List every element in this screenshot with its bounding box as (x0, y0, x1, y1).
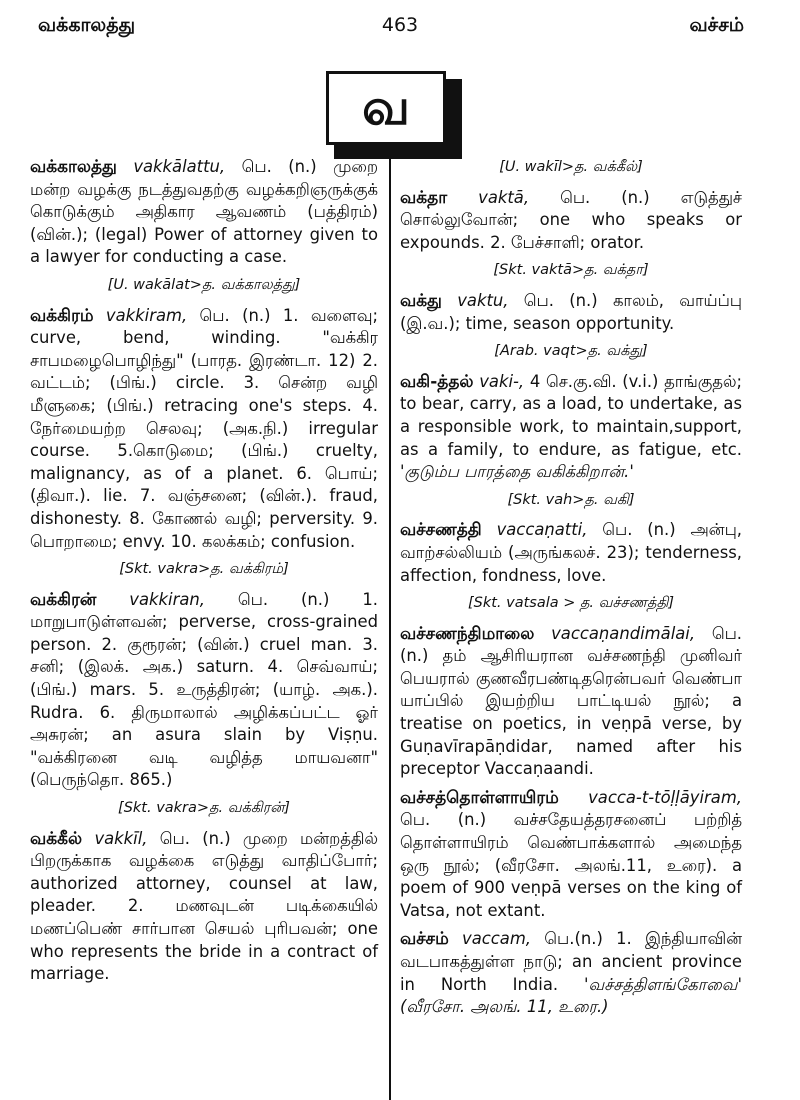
page-number: 463 (381, 14, 419, 36)
etymology: [Skt. vatsala > த. வச்சணத்தி] (467, 595, 675, 612)
transliteration: vacca-t-tōḷḷāyiram, (588, 787, 742, 807)
column-divider (389, 150, 391, 1100)
dictionary-entry (400, 928, 742, 1018)
transliteration: vaktā, (478, 187, 530, 207)
citation: (வீரசோ. அலங். 11, உரை.) (400, 997, 609, 1017)
headword: வக்காலத்து (30, 157, 117, 177)
transliteration: vaktu, (457, 290, 509, 310)
dictionary-entry (30, 305, 378, 554)
dictionary-entry (400, 519, 742, 587)
dictionary-entry (400, 371, 742, 484)
dictionary-entry (30, 828, 378, 986)
definition: பெ. (n.) காலம், வாய்ப்பு (இ.வ.); time, season opportunity. (400, 290, 742, 333)
dictionary-entry (30, 589, 378, 792)
definition: பெ. (n.) 1. மாறுபாடுள்ளவன்; perverse, cross-grained person. 2. குரூரன்; (வின்.) cruel man. 3. சனி; (இலக். அக.) saturn. 4. செவ்வாய்; (பிங்.) mars. 5. உருத்திரன்; (யாழ். அக.). Rudra. 6. திருமாலால் அழிக்கப்பட்ட ஓர் அசுரன்; an asura slain by Viṣṇu. (30, 589, 378, 745)
transliteration: vaki-, (479, 371, 525, 391)
transliteration: vakkiran, (129, 589, 205, 609)
quotation: 'குடும்ப பாரத்தை வகிக்கிறான்.' (400, 462, 634, 482)
transliteration: vakkālattu, (133, 157, 226, 176)
transliteration: vakkīl, (94, 828, 148, 848)
etymology: [Skt. vakra>த. வக்கிரன்] (118, 800, 290, 817)
dictionary-entry (400, 187, 742, 255)
right-column (400, 156, 742, 1023)
dictionary-entry (30, 156, 378, 269)
definition: பெ. (n.) தம் ஆசிரியரான வச்சணந்தி முனிவர் பெயரால் குணவீரபண்டிதரென்பவர் வெண்பா யாப்பில் இயற்றிய பாட்டியல் நூல்; a treatise on poetics, in veṇpā verse, by Guṇavīrapāṇdidar, named after his preceptor Vaccaṇaandi. (400, 623, 742, 779)
definition: பெ. (n.) முறை மன்ற வழக்கு நடத்துவதற்கு வழக்கறிஞருக்குக் கொடுக்கும் அதிகார ஆவணம் (பத்திரம்) (வின்.); (legal) Power of attorney given to a lawyer for conducting a case. (30, 157, 378, 267)
definition: பெ. (n.) அன்பு, வாற்சல்லியம் (அருங்கலச். 23); tenderness, affection, fondness, love. (400, 520, 742, 585)
etymology: [Skt. vaktā>த. வக்தா] (493, 262, 649, 279)
definition-continued: (பெருந்தொ. 865.) (30, 770, 173, 790)
dictionary-entry (400, 787, 742, 923)
definition: பெ. (n.) வச்சதேயத்தரசனைப் பற்றித் தொள்ளாயிரம் வெண்பாக்களால் அமைந்த ஒரு நூல்; (வீரசோ. அலங்.11, உரை). a poem of 900 veṇpā verses on the king of Vatsa, not extant. (400, 810, 742, 920)
etymology: [Skt. vah>த. வகி] (507, 491, 635, 508)
definition: 4 செ.கு.வி. (v.i.) தாங்குதல்; to bear, carry, as a load, to undertake, as a responsible work, to maintain,support, as a family, to endure, as fatigue, etc. (400, 371, 742, 459)
etymology: [Skt. vakra>த. வக்கிரம்] (119, 561, 289, 578)
dictionary-entry (400, 623, 742, 781)
quotation: 'வச்சத்திளங்கோவை' (584, 974, 742, 994)
headword: வச்சணந்திமாலை (400, 623, 535, 644)
definition: பெ.(n.) 1. இந்தியாவின் வடபாகத்துள்ள நாடு; an ancient province in North India. (400, 929, 742, 994)
headword: வக்கீல் (30, 828, 83, 849)
page-header (0, 4, 800, 40)
etymology: [U. wakīl>த. வக்கீல்] (499, 159, 643, 175)
headword: வச்சம் (400, 929, 449, 950)
quotation: "வக்கிரனை வடி வழித்த மாயவனா" (30, 747, 378, 767)
section-letter-box: வ (326, 71, 446, 145)
definition: பெ. (n.) முறை மன்றத்தில் பிறருக்காக வழக்கை எடுத்து வாதிப்போர்; authorized attorney, counsel at law, pleader. 2. மணவுடன் படிக்கையில் மணப்பெண் சார்பான செயல் புரிபவன்; one who represents the bride in a contract of marriage. (30, 828, 379, 984)
transliteration: vaccaṇatti, (496, 520, 588, 540)
headword: வக்கிரம் (30, 305, 94, 326)
headword: வக்தா (400, 187, 448, 208)
definition: பெ. (n.) 1. வளைவு; curve, bend, winding. (30, 305, 379, 348)
definition: பெ. (n.) எடுத்துச் சொல்லுவோன்; one who speaks or expounds. 2. பேச்சாளி; orator. (400, 187, 743, 252)
transliteration: vakkiram, (105, 305, 188, 325)
transliteration: vaccaṇandimālai, (551, 623, 696, 643)
quotation: "வக்கிர சாபமழைபொழிந்து" (30, 328, 378, 370)
header-right-guideword: வச்சம் (689, 14, 744, 36)
headword: வச்சணத்தி (400, 520, 482, 541)
definition-continued: (பாரத. இரண்டா. 12) 2. வட்டம்; (பிங்.) circle. 3. சென்ற வழி மீளுகை; (பிங்.) retracing one's steps. 4. நேர்மையற்ற செலவு; (அக.நி.) irregular course. 5.கொடுமை; (பிங்.) cruelty, malignancy, as of a planet. 6. பொய்; (திவா.). lie. 7. வஞ்சனை; (வின்.). fraud, dishonesty. 8. கோணல் வழி; perversity. 9. பொறாமை; envy. 10. கலக்கம்; confusion. (30, 350, 378, 551)
left-column (30, 156, 378, 990)
etymology: [U. wakālat>த. வக்காலத்து] (107, 276, 301, 293)
headword: வக்கிரன் (30, 589, 97, 610)
header-left-guideword: வக்காலத்து (38, 14, 136, 36)
dictionary-entry (400, 290, 742, 335)
headword: வச்சத்தொள்ளாயிரம் (400, 787, 559, 808)
etymology: [Arab. vaqt>த. வக்து] (494, 343, 648, 360)
headword: வக்து (400, 290, 442, 311)
headword: வகி-த்தல் (400, 371, 474, 392)
transliteration: vaccam, (462, 929, 532, 949)
